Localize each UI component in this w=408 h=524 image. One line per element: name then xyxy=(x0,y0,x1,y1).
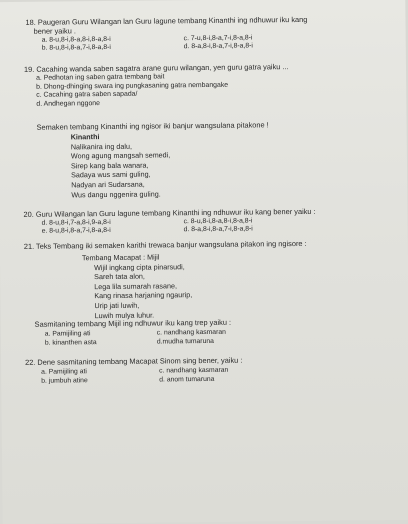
poem-mijil-title: Tembang Macapat : Mijil xyxy=(81,252,160,263)
poem-kinanthi-line: Wus dangu nggenira guling. xyxy=(71,189,161,199)
q22-option-b: b. jumbuh atine xyxy=(41,377,88,385)
poem-mijil xyxy=(82,252,193,320)
question-18-text-cont: bener yaiku . xyxy=(33,26,76,37)
poem-mijil-line: Urip jati luwih, xyxy=(94,300,140,311)
poem-kinanthi xyxy=(71,131,171,199)
question-21-text: 21. Teks Tembang iki semaken karithi trewaca banjur wangsulana pitakon ing ngisore : xyxy=(23,238,307,251)
q18-option-d: d. 8-a,8-i,8-a,7-i,8-a,8-i xyxy=(183,42,253,51)
poem-mijil-line: Lega lila sumarah rasane, xyxy=(94,281,178,291)
q21b-option-a: a. Pamijiling ati xyxy=(44,330,91,338)
q19-option-d: d. Andhegan nggone xyxy=(36,99,101,108)
question-18 xyxy=(25,14,397,37)
poem-instruction: Semaken tembang Kinanthi ing ngisor iki banjur wangsulana pitakone ! xyxy=(36,120,269,132)
q22-option-c: c. nandhang kasmaran xyxy=(159,366,229,375)
q20-option-d1: d. 8-u,8-i,7-a,8-i,9-a,8-i xyxy=(41,218,111,227)
q18-option-b: b. 8-u,8-i,8-a,7-i,8-a,8-i xyxy=(41,43,111,52)
q22-option-d: d. anom tumaruna xyxy=(159,375,215,384)
question-18-text: 18. Paugeran Guru Wilangan lan Guru lagune tembang Kinanthi ing ndhuwur iku kang xyxy=(25,14,308,27)
q20-option-d2: d. 8-a,8-i,8-a,7-i,8-a,8-i xyxy=(183,225,253,234)
question-20-text: 20. Guru Wilangan lan Guru lagune tembang Kinanthi ing ndhuwur iku kang bener yaiku : xyxy=(23,206,316,219)
question-22-text: 22. Dene sasmitaning tembang Macapat Sinom sing bener, yaiku : xyxy=(25,355,243,367)
poem-mijil-line: Sareh tata alon, xyxy=(94,271,145,282)
poem-kinanthi-line: Nadyan ari Sudarsana, xyxy=(71,179,145,190)
q22-option-a: a. Pamijiling ati xyxy=(41,368,87,376)
question-21b-text: Sasmitaning tembang Mijil ing ndhuwur iku kang trep yaiku : xyxy=(34,317,232,329)
q19-option-c: c. Cacahing gatra saben sapada/ xyxy=(36,90,138,99)
poem-mijil-line: Wijil ingkang cipta pinarsudi, xyxy=(94,261,185,272)
q21b-option-d: d.mudha tumaruna xyxy=(156,337,214,346)
q18-option-c: c. 7-u,8-i,8-a,7-i,8-a,8-i xyxy=(183,34,253,43)
q20-option-e: e. 8-u,8-i,8-a,7-i,8-a,8-i xyxy=(41,226,111,235)
q19-options xyxy=(36,73,228,109)
q19-option-b: b. Dhong-dhinging swara ing pungkasaning gatra nembangake xyxy=(36,81,229,91)
q21b-option-c: c. nandhang kasmaran xyxy=(156,328,226,337)
poem-kinanthi-line: Wong agung mangsah semedi, xyxy=(70,150,171,161)
poem-kinanthi-title: Kinanthi xyxy=(70,132,100,142)
q20-option-c: c. 8-u,8-i,8-a,8-i,8-a,8-i xyxy=(183,217,253,226)
poem-mijil-line: Kang rinasa harjaning ngaurip, xyxy=(94,290,193,301)
poem-mijil-line: Luwih mulya luhur. xyxy=(94,310,155,320)
q21b-option-b: b. kinanthen asta xyxy=(44,339,97,347)
question-19-text: 19. Cacahing wanda saben sagatra arane guru wilangan, yen guru gatra yaiku ... xyxy=(23,62,289,74)
q18-option-a: a. 8-u,8-i,8-a,8-i,8-a,8-i xyxy=(41,35,111,44)
q19-option-a: a. Pedhotan ing saben gatra tembang bait xyxy=(36,73,165,82)
poem-kinanthi-line: Nalikanira ing dalu, xyxy=(70,141,132,151)
poem-kinanthi-line: Sirep kang bala wanara, xyxy=(70,160,149,171)
poem-kinanthi-line: Sadaya wus sami guling, xyxy=(71,169,151,180)
